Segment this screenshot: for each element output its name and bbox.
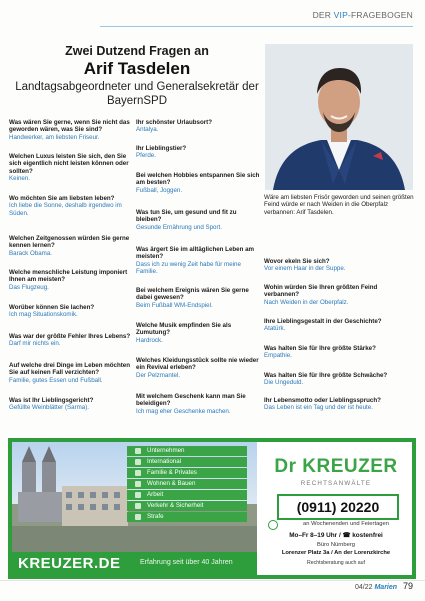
answer: Empathie. [264,352,292,360]
question: Wo möchten Sie am liebsten leben? [9,195,115,202]
qa-mid-8 [136,357,260,379]
question: Wohin würden Sie Ihren größten Feind verbannen? [264,284,378,299]
question: Bei welchem Ereignis wären Sie gerne dabei gewesen? [136,287,249,302]
answer: Nach Weiden in der Oberpfalz. [264,298,349,306]
answer: Gefüllte Weinblätter (Sarma). [9,404,90,412]
magazine-name: Marien [374,584,398,591]
ad-category: Strafe [127,512,247,522]
ad-category: Unternehmen [127,446,247,456]
answer: Hardrock. [136,336,163,344]
page-footer [355,581,413,591]
qa-left-1 [9,119,131,141]
header-prefix: DER [312,10,334,20]
person-name: Arif Tasdelen [83,59,191,78]
portrait-photo [265,44,413,190]
question: Wovor ekeln Sie sich? [264,258,330,265]
answer: Dass ich zu wenig Zeit habe für meine Familie. [136,260,241,275]
question: Ihre Lieblingsgestalt in der Geschichte? [264,318,382,325]
answer: Barack Obama. [9,249,52,257]
qa-left-5 [9,269,131,291]
weekend-note: an Wochenenden und Feiertagen [303,521,389,527]
caption-text: Wäre am liebsten Frisör geworden und seinen größten Feind würde er nach Weiden in die Oberpfalz verbannen: Arif Tasdelen. [264,194,414,216]
question: Ihr schönster Urlaubsort? [136,119,212,126]
question: Was halten Sie für Ihre größte Schwäche? [264,372,388,379]
question: Welchen Zeitgenossen würden Sie gerne kennen lernen? [9,235,130,250]
qa-mid-2 [136,145,260,160]
question: Welche menschliche Leistung imponiert Ihnen am meisten? [9,269,128,284]
question: Was war der größte Fehler Ihres Lebens? [9,333,131,340]
qa-left-7 [9,333,131,348]
ad-category: Wohnen & Bauen [127,479,247,489]
answer: Ich mag Situationskomik. [9,311,78,319]
photo-caption [264,194,414,216]
qa-left-2 [9,153,131,182]
issue-number: 04/22 [354,584,373,591]
ad-url[interactable]: KREUZER.DE [18,555,121,572]
qa-right-1 [264,258,414,273]
question: Welches Kleidungsstück sollte nie wieder ein Revival erleben? [136,357,259,372]
answer: Ich mag eher Geschenke machen. [136,407,231,415]
header-suffix: -FRAGEBOGEN [347,10,413,20]
advertisement[interactable] [8,438,416,579]
qa-mid-7 [136,322,260,344]
question: Bei welchen Hobbies entspannen Sie sich am besten? [136,172,260,187]
answer: Darf mir nichts ein. [9,340,61,348]
qa-mid-6 [136,287,260,309]
answer: Antalya. [136,126,159,134]
ad-slogan: Erfahrung seit über 40 Jahren [140,559,233,566]
qa-right-6 [264,397,414,412]
question: Mit welchem Geschenk kann man Sie beleidigen? [136,393,246,408]
answer: Ich liebe die Sonne, deshalb irgendwo im Süden. [9,202,122,217]
answer: Der Pelzmantel. [136,371,181,379]
answer: Das Flugzeug. [9,283,49,291]
person-role: Landtagsabgeordneter und Generalsekretär der BayernSPD [15,81,259,107]
question: Ihr Lieblingstier? [136,145,187,152]
qa-mid-3 [136,172,260,194]
answer: Pferde. [136,152,156,160]
qa-left-8 [9,362,131,384]
question: Was ist Ihr Lieblingsgericht? [9,397,94,404]
question: Was ärgert Sie im alltäglichen Leben am meisten? [136,246,255,261]
answer: Gesunde Ernährung und Sport. [136,223,222,231]
answer: Vor einem Haar in der Suppe. [264,265,346,273]
ad-category: Arbeit [127,490,247,500]
header-vip: VIP [333,10,348,20]
page-number: 79 [402,581,413,591]
qa-right-4 [264,345,414,360]
ad-bottom-bar [12,552,257,575]
question: Welche Musik empfinden Sie als Zumutung? [136,322,232,337]
answer: Atatürk. [264,325,286,333]
qa-mid-1 [136,119,260,134]
title-block [12,44,262,108]
question: Welchen Luxus leisten Sie sich, den Sie sich eigentlich nicht leisten können oder sollten? [9,153,129,175]
answer: Fußball, Joggen. [136,186,183,194]
qa-right-3 [264,318,414,333]
qa-left-9 [9,397,131,412]
phone-box[interactable] [277,494,399,520]
answer: Die Ungeduld. [264,379,304,387]
ad-category-list [127,446,247,523]
answer: Beim Fußball WM-Endspiel. [136,301,213,309]
qa-mid-9 [136,393,260,415]
office-name: Büro Nürnberg [316,542,356,548]
qa-left-4 [9,235,131,257]
qa-left-6 [9,304,131,319]
question: Was wären Sie gerne, wenn Sie nicht das geworden wären, was Sie sind? [9,119,130,134]
qa-mid-5 [136,246,260,275]
question: Ihr Lebensmotto oder Lieblingsspruch? [264,397,381,404]
answer: Handwerker, am liebsten Friseur. [9,133,100,141]
legal-note: Rechtsberatung auch auf [307,560,365,566]
question: Auf welche drei Dinge im Leben möchten Sie auf keinen Fall verzichten? [9,362,131,377]
firm-name: Dr KREUZER [274,456,398,477]
answer: Keinen. [9,174,30,182]
qa-left-3 [9,195,131,217]
office-hours: Mo–Fr 8–19 Uhr / ☎ kostenfrei [289,532,383,539]
answer: Familie, gutes Essen und Fußball. [9,376,103,384]
question: Was halten Sie für Ihre größte Stärke? [264,345,376,352]
ad-contact-panel [260,442,412,575]
answer: Das Leben ist ein Tag und der ist heute. [264,404,373,412]
phone-number: (0911) 20220 [296,499,380,515]
question: Worüber können Sie lachen? [9,304,95,311]
qa-mid-4 [136,209,260,231]
ad-category: International [127,457,247,467]
ad-category: Familie & Privates [127,468,247,478]
ad-category: Verkehr & Sicherheit [127,501,247,511]
question: Was tun Sie, um gesund und fit zu bleiben? [136,209,237,224]
title-intro: Zwei Dutzend Fragen an [65,44,209,58]
header-divider [100,26,413,27]
ad-inner [12,442,412,575]
firm-subtitle: RECHTSANWÄLTE [300,480,372,487]
qa-right-5 [264,372,414,387]
qa-right-2 [264,284,414,306]
office-address: Lorenzer Platz 3a / An der Lorenzkirche [281,550,391,556]
section-header [313,10,413,20]
